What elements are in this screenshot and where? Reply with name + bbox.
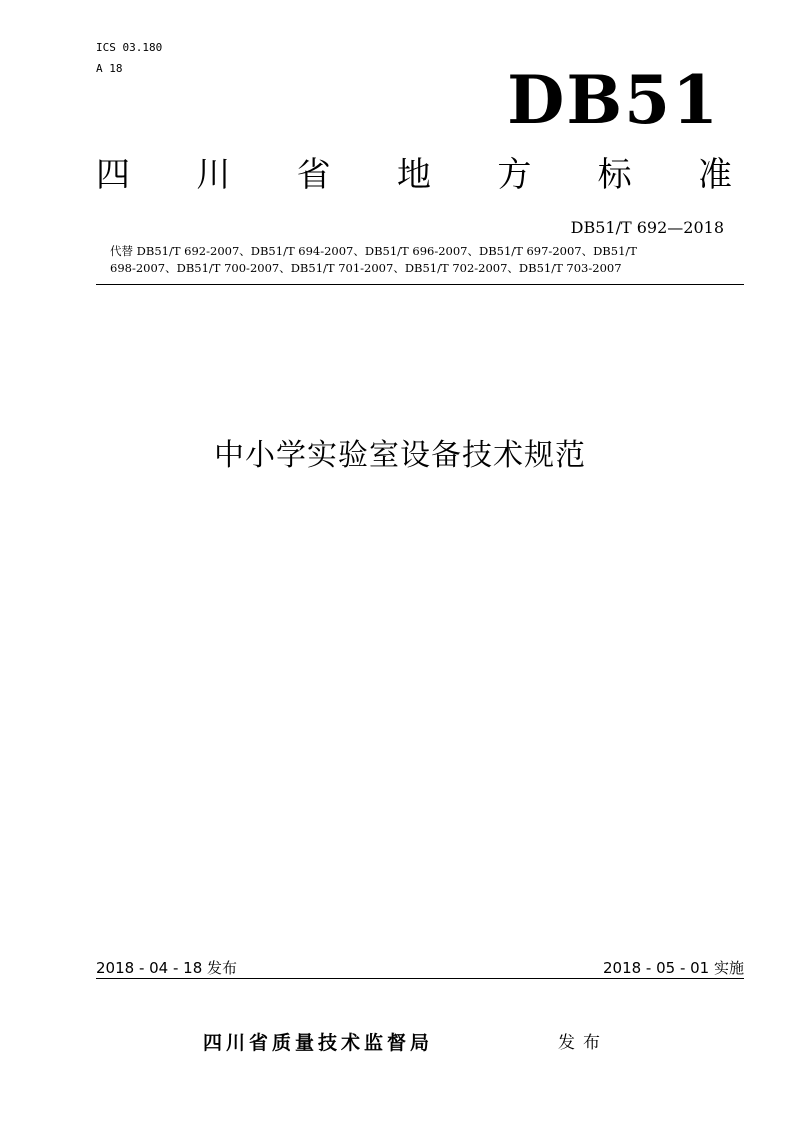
replaces-line: 代替 DB51/T 692-2007、DB51/T 694-2007、DB51/T 696-2007、DB51/T 697-2007、DB51/T — [110, 244, 637, 258]
issue-date: 2018 - 04 - 18 发布 — [96, 959, 238, 977]
standard-kind-char: 准 — [697, 155, 732, 195]
ics-code: ICS 03.180 — [96, 41, 163, 54]
standard-kind-char: 方 — [497, 155, 532, 195]
replaces-note — [110, 243, 746, 277]
standard-kind-char: 川 — [196, 155, 231, 195]
standard-kind-char: 地 — [396, 155, 431, 195]
header-divider — [96, 284, 744, 285]
document-title: 中小学实验室设备技术规范 — [214, 438, 586, 473]
issuing-action: 发布 — [558, 1033, 608, 1053]
standard-logo: DB51 — [507, 61, 720, 139]
standard-kind-char: 标 — [597, 155, 632, 195]
replaces-line: 698-2007、DB51/T 700-2007、DB51/T 701-2007、DB51/T 702-2007、DB51/T 703-2007 — [110, 261, 622, 275]
standard-kind-char: 省 — [296, 155, 331, 195]
footer-divider — [96, 978, 744, 979]
implementation-date: 2018 - 05 - 01 实施 — [602, 959, 744, 977]
issuing-authority: 四川省质量技术监督局 — [203, 1032, 434, 1054]
classification-code: A 18 — [96, 62, 123, 75]
standard-number: DB51/T 692—2018 — [570, 218, 724, 237]
standard-kind-heading — [96, 150, 732, 200]
standard-kind-char: 四 — [96, 155, 130, 195]
